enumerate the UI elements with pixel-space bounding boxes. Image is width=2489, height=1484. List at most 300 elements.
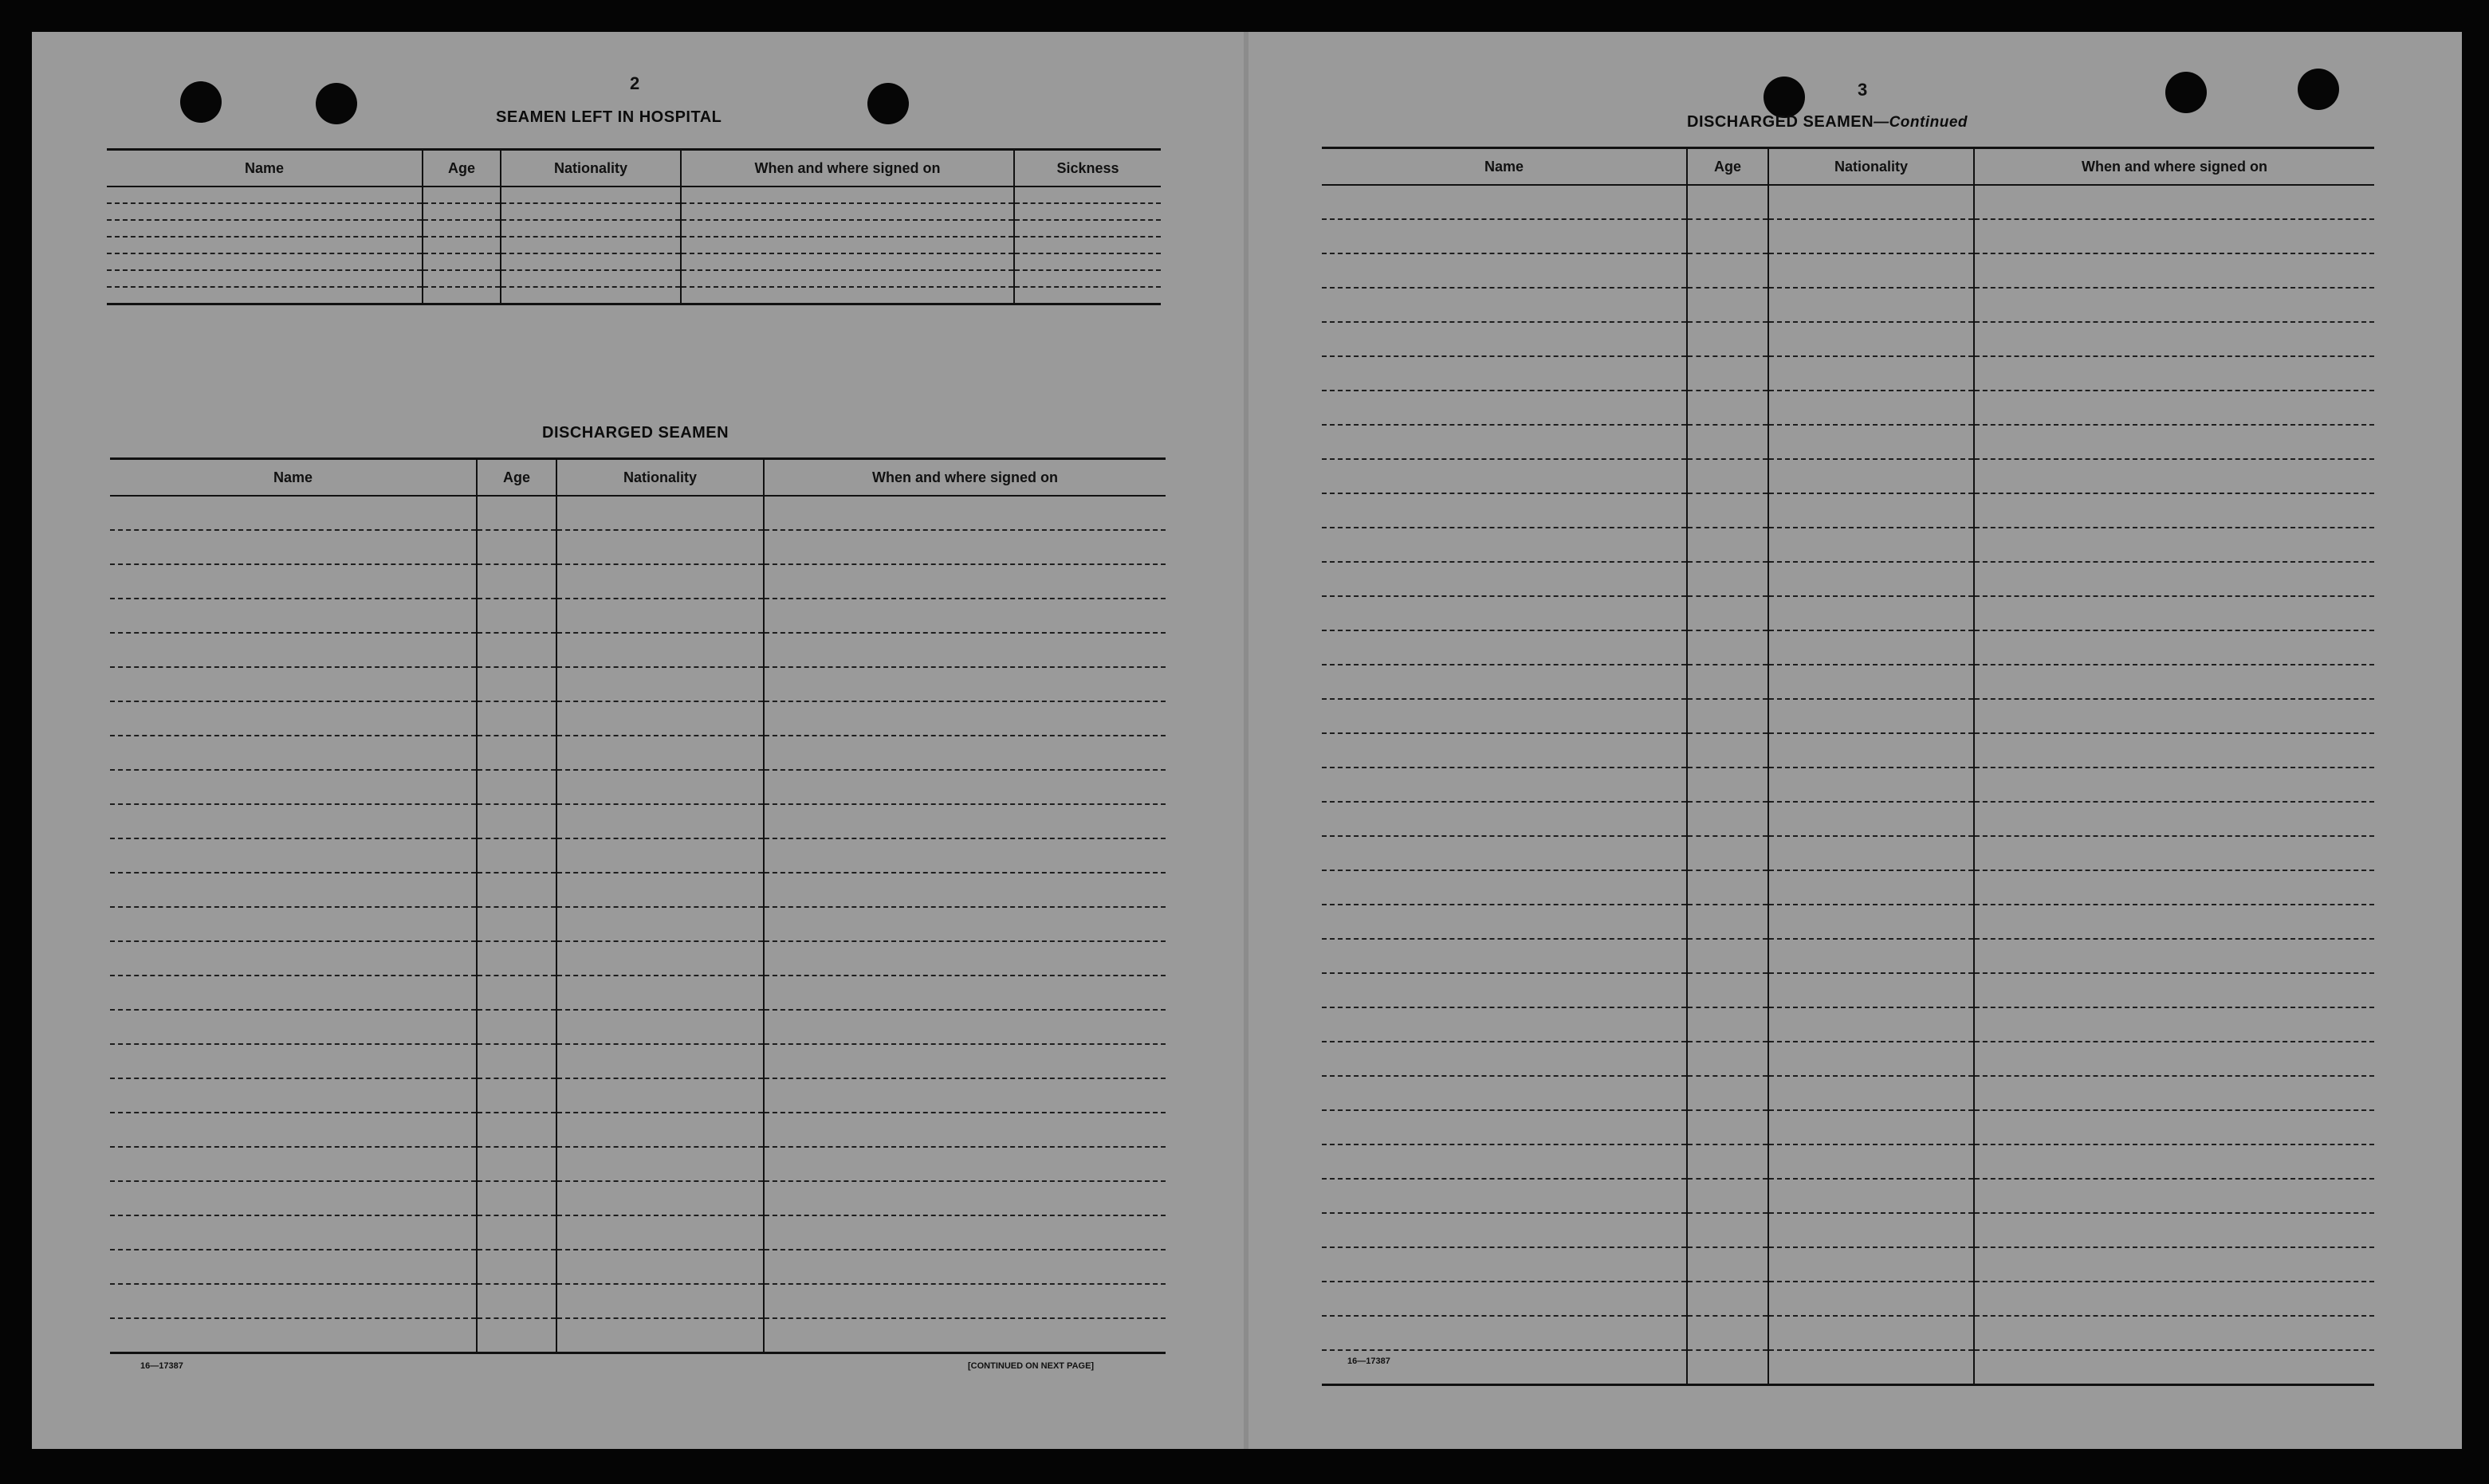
table-cell	[764, 804, 1166, 838]
table-cell	[477, 564, 556, 599]
table-cell	[1768, 1076, 1974, 1110]
table-cell	[107, 270, 423, 287]
table-cell	[423, 220, 501, 237]
table-cell	[1768, 391, 1974, 425]
table-cell	[764, 564, 1166, 599]
page-fold	[1244, 32, 1248, 1449]
punch-hole	[1764, 77, 1805, 118]
table-cell	[1974, 905, 2374, 939]
table-cell	[1974, 253, 2374, 288]
column-header-signed-on: When and where signed on	[764, 459, 1166, 497]
table-cell	[1974, 870, 2374, 905]
table-cell	[1768, 1110, 1974, 1144]
table-row	[110, 1181, 1166, 1215]
table-cell	[1974, 665, 2374, 699]
table-cell	[1768, 1213, 1974, 1247]
table-cell	[1974, 973, 2374, 1007]
table-cell	[1974, 836, 2374, 870]
table-cell	[1687, 939, 1768, 973]
table-cell	[110, 701, 477, 736]
table-cell	[764, 941, 1166, 976]
table-cell	[1687, 185, 1768, 219]
table-cell	[107, 237, 423, 253]
table-row	[1322, 802, 2374, 836]
table-row	[1322, 219, 2374, 253]
table-cell	[1687, 596, 1768, 630]
continued-note: [CONTINUED ON NEXT PAGE]	[968, 1361, 1095, 1371]
table-cell	[764, 976, 1166, 1010]
table-row	[110, 564, 1166, 599]
table-cell	[1687, 905, 1768, 939]
table-cell	[556, 701, 764, 736]
table-cell	[477, 1113, 556, 1147]
table-cell	[1974, 1316, 2374, 1350]
discharged-section-title: DISCHARGED SEAMEN	[542, 424, 729, 442]
table-cell	[1974, 802, 2374, 836]
table-cell	[1974, 939, 2374, 973]
table-cell	[1768, 733, 1974, 768]
table-cell	[477, 1010, 556, 1044]
table-cell	[1974, 562, 2374, 596]
table-cell	[110, 1284, 477, 1318]
table-row	[110, 599, 1166, 633]
table-cell	[764, 1284, 1166, 1318]
table-cell	[107, 203, 423, 220]
table-cell	[1974, 699, 2374, 733]
table-cell	[1768, 562, 1974, 596]
table-cell	[477, 907, 556, 941]
table-cell	[423, 270, 501, 287]
form-code: 16—17387	[1347, 1356, 1390, 1366]
discharged-header-row	[110, 459, 1166, 497]
table-cell	[477, 941, 556, 976]
table-row	[110, 1284, 1166, 1318]
table-cell	[1687, 699, 1768, 733]
table-cell	[1687, 1316, 1768, 1350]
table-row	[1322, 836, 2374, 870]
table-row	[1322, 870, 2374, 905]
table-cell	[1322, 562, 1687, 596]
table-cell	[477, 838, 556, 873]
table-cell	[477, 1284, 556, 1318]
table-cell	[556, 736, 764, 770]
page-number: 2	[630, 73, 640, 93]
column-header-name: Name	[1322, 148, 1687, 186]
table-cell	[501, 237, 681, 253]
table-cell	[556, 1318, 764, 1353]
table-cell	[1768, 1282, 1974, 1316]
table-cell	[1974, 596, 2374, 630]
table-cell	[764, 701, 1166, 736]
table-cell	[477, 1215, 556, 1250]
discharged-table-left	[110, 457, 1166, 1354]
table-row	[107, 186, 1161, 203]
table-cell	[1322, 1144, 1687, 1179]
table-cell	[477, 530, 556, 564]
table-row	[1322, 1247, 2374, 1282]
hospital-table	[107, 148, 1161, 305]
table-cell	[110, 941, 477, 976]
table-row	[1322, 1144, 2374, 1179]
table-cell	[556, 907, 764, 941]
table-cell	[1687, 733, 1768, 768]
table-row	[110, 1078, 1166, 1113]
table-cell	[423, 203, 501, 220]
table-cell	[556, 1181, 764, 1215]
table-cell	[1974, 733, 2374, 768]
table-cell	[1687, 253, 1768, 288]
table-cell	[110, 770, 477, 804]
table-row	[1322, 733, 2374, 768]
table-cell	[1687, 288, 1768, 322]
table-row	[110, 1044, 1166, 1078]
table-row	[1322, 459, 2374, 493]
column-header-signed-on: When and where signed on	[681, 150, 1014, 187]
table-cell	[477, 736, 556, 770]
table-cell	[1687, 1247, 1768, 1282]
table-row	[1322, 1042, 2374, 1076]
table-cell	[110, 736, 477, 770]
table-row	[110, 530, 1166, 564]
table-row	[110, 496, 1166, 530]
table-cell	[764, 1010, 1166, 1044]
table-cell	[1014, 287, 1161, 304]
table-cell	[1768, 870, 1974, 905]
table-cell	[1974, 391, 2374, 425]
punch-hole	[180, 81, 222, 123]
table-cell	[764, 1044, 1166, 1078]
table-cell	[764, 770, 1166, 804]
table-row	[1322, 322, 2374, 356]
table-cell	[1768, 836, 1974, 870]
table-cell	[556, 941, 764, 976]
table-cell	[1322, 665, 1687, 699]
table-row	[1322, 939, 2374, 973]
table-cell	[110, 873, 477, 907]
column-header-name: Name	[110, 459, 477, 497]
table-row	[1322, 665, 2374, 699]
table-row	[1322, 562, 2374, 596]
table-cell	[1322, 630, 1687, 665]
table-cell	[110, 633, 477, 667]
discharged-table-right	[1322, 147, 2374, 1386]
table-cell	[501, 203, 681, 220]
table-row	[1322, 1350, 2374, 1385]
table-cell	[477, 770, 556, 804]
table-cell	[1322, 1213, 1687, 1247]
table-cell	[556, 667, 764, 701]
table-cell	[1768, 699, 1974, 733]
table-row	[1322, 253, 2374, 288]
table-cell	[477, 667, 556, 701]
table-cell	[1768, 973, 1974, 1007]
table-cell	[556, 873, 764, 907]
table-cell	[1687, 973, 1768, 1007]
table-cell	[501, 253, 681, 270]
table-cell	[110, 804, 477, 838]
table-cell	[764, 736, 1166, 770]
table-cell	[1687, 528, 1768, 562]
punch-hole	[2165, 72, 2207, 113]
table-cell	[1322, 699, 1687, 733]
table-cell	[423, 186, 501, 203]
table-row	[1322, 973, 2374, 1007]
table-row	[110, 770, 1166, 804]
discharged-title-text: DISCHARGED SEAMEN	[1687, 113, 1874, 131]
table-cell	[1768, 1007, 1974, 1042]
table-cell	[681, 287, 1014, 304]
table-cell	[1322, 973, 1687, 1007]
table-cell	[1974, 185, 2374, 219]
table-row	[110, 941, 1166, 976]
table-cell	[1322, 425, 1687, 459]
table-cell	[1768, 905, 1974, 939]
table-cell	[1322, 596, 1687, 630]
table-cell	[501, 220, 681, 237]
table-cell	[1687, 1350, 1768, 1385]
table-row	[1322, 1007, 2374, 1042]
table-cell	[1768, 1247, 1974, 1282]
table-cell	[1322, 1007, 1687, 1042]
table-row	[1322, 699, 2374, 733]
table-cell	[1322, 493, 1687, 528]
table-cell	[1322, 1076, 1687, 1110]
table-cell	[110, 1250, 477, 1284]
table-row	[107, 237, 1161, 253]
table-cell	[1322, 528, 1687, 562]
table-cell	[1322, 1282, 1687, 1316]
table-cell	[110, 1113, 477, 1147]
table-row	[110, 1215, 1166, 1250]
table-cell	[1768, 493, 1974, 528]
table-cell	[1974, 630, 2374, 665]
table-cell	[477, 804, 556, 838]
table-cell	[477, 496, 556, 530]
table-cell	[110, 838, 477, 873]
table-row	[110, 1250, 1166, 1284]
table-cell	[1687, 630, 1768, 665]
table-cell	[1322, 219, 1687, 253]
table-row	[110, 1318, 1166, 1353]
punch-hole	[867, 83, 909, 124]
table-cell	[477, 976, 556, 1010]
table-cell	[764, 1318, 1166, 1353]
table-cell	[1322, 391, 1687, 425]
table-cell	[556, 1250, 764, 1284]
table-row	[107, 287, 1161, 304]
table-cell	[1768, 253, 1974, 288]
table-row	[107, 270, 1161, 287]
table-cell	[1974, 459, 2374, 493]
discharged-continued-title	[1687, 113, 1968, 132]
table-cell	[1768, 1316, 1974, 1350]
table-cell	[1768, 1179, 1974, 1213]
table-cell	[1687, 219, 1768, 253]
table-row	[1322, 185, 2374, 219]
table-row	[1322, 425, 2374, 459]
page-number: 3	[1858, 80, 1868, 100]
table-cell	[556, 530, 764, 564]
table-cell	[477, 633, 556, 667]
table-cell	[1687, 870, 1768, 905]
table-cell	[556, 770, 764, 804]
table-cell	[681, 237, 1014, 253]
table-cell	[1974, 1282, 2374, 1316]
table-cell	[1974, 1213, 2374, 1247]
table-cell	[1687, 802, 1768, 836]
table-cell	[1687, 1042, 1768, 1076]
table-cell	[477, 599, 556, 633]
table-cell	[110, 564, 477, 599]
table-cell	[1322, 1350, 1687, 1385]
table-cell	[1322, 253, 1687, 288]
table-cell	[556, 804, 764, 838]
table-cell	[1014, 186, 1161, 203]
table-cell	[681, 203, 1014, 220]
table-cell	[556, 599, 764, 633]
table-cell	[1322, 905, 1687, 939]
table-cell	[1322, 356, 1687, 391]
table-cell	[1014, 237, 1161, 253]
table-cell	[1768, 459, 1974, 493]
table-cell	[764, 1181, 1166, 1215]
column-header-nationality: Nationality	[1768, 148, 1974, 186]
table-cell	[477, 1318, 556, 1353]
table-cell	[1768, 356, 1974, 391]
table-cell	[1768, 802, 1974, 836]
table-cell	[556, 1284, 764, 1318]
table-cell	[110, 667, 477, 701]
table-cell	[1974, 493, 2374, 528]
table-cell	[1974, 219, 2374, 253]
column-header-age: Age	[423, 150, 501, 187]
table-cell	[1768, 630, 1974, 665]
table-cell	[556, 1147, 764, 1181]
column-header-nationality: Nationality	[501, 150, 681, 187]
table-cell	[764, 1113, 1166, 1147]
table-cell	[1322, 802, 1687, 836]
table-row	[110, 1113, 1166, 1147]
table-row	[110, 701, 1166, 736]
table-cell	[681, 270, 1014, 287]
table-cell	[1322, 322, 1687, 356]
table-cell	[110, 496, 477, 530]
table-cell	[1974, 356, 2374, 391]
table-row	[1322, 1282, 2374, 1316]
table-cell	[107, 253, 423, 270]
table-cell	[1768, 1042, 1974, 1076]
table-cell	[1974, 425, 2374, 459]
discharged-header-row	[1322, 148, 2374, 186]
hospital-header-row	[107, 150, 1161, 187]
table-cell	[1974, 288, 2374, 322]
table-cell	[110, 530, 477, 564]
table-row	[1322, 391, 2374, 425]
table-row	[1322, 596, 2374, 630]
table-cell	[110, 1181, 477, 1215]
form-code: 16—17387	[140, 1361, 183, 1371]
table-cell	[1322, 1179, 1687, 1213]
table-cell	[477, 1078, 556, 1113]
table-cell	[423, 253, 501, 270]
table-cell	[1974, 1110, 2374, 1144]
table-cell	[1974, 1144, 2374, 1179]
table-cell	[1687, 1007, 1768, 1042]
table-cell	[110, 1215, 477, 1250]
table-cell	[556, 496, 764, 530]
table-cell	[1768, 288, 1974, 322]
table-cell	[764, 1250, 1166, 1284]
table-cell	[764, 667, 1166, 701]
table-cell	[556, 1078, 764, 1113]
table-cell	[1974, 1247, 2374, 1282]
table-cell	[764, 907, 1166, 941]
table-cell	[1322, 939, 1687, 973]
table-cell	[764, 1078, 1166, 1113]
table-row	[1322, 768, 2374, 802]
table-cell	[1687, 459, 1768, 493]
table-cell	[556, 1010, 764, 1044]
table-cell	[1322, 733, 1687, 768]
table-cell	[556, 1113, 764, 1147]
table-cell	[1322, 1316, 1687, 1350]
table-row	[1322, 1213, 2374, 1247]
table-cell	[764, 1147, 1166, 1181]
table-cell	[1322, 459, 1687, 493]
table-cell	[110, 1318, 477, 1353]
table-row	[110, 633, 1166, 667]
table-cell	[556, 633, 764, 667]
table-cell	[1687, 562, 1768, 596]
table-cell	[477, 1147, 556, 1181]
table-cell	[764, 1215, 1166, 1250]
table-cell	[107, 186, 423, 203]
table-cell	[681, 186, 1014, 203]
table-cell	[477, 1250, 556, 1284]
hospital-section-title: SEAMEN LEFT IN HOSPITAL	[496, 108, 722, 126]
column-header-sickness: Sickness	[1014, 150, 1161, 187]
table-cell	[1322, 1042, 1687, 1076]
table-row	[1322, 1076, 2374, 1110]
table-cell	[681, 253, 1014, 270]
table-cell	[1322, 185, 1687, 219]
table-row	[110, 667, 1166, 701]
table-cell	[1322, 1247, 1687, 1282]
table-row	[1322, 1179, 2374, 1213]
table-row	[107, 220, 1161, 237]
table-cell	[1768, 1144, 1974, 1179]
table-cell	[1768, 185, 1974, 219]
table-cell	[1974, 1076, 2374, 1110]
table-cell	[1974, 528, 2374, 562]
table-cell	[1014, 253, 1161, 270]
table-row	[110, 736, 1166, 770]
table-cell	[1687, 425, 1768, 459]
table-cell	[1974, 322, 2374, 356]
table-row	[1322, 630, 2374, 665]
table-cell	[556, 976, 764, 1010]
table-cell	[501, 287, 681, 304]
table-cell	[107, 220, 423, 237]
column-header-age: Age	[477, 459, 556, 497]
table-cell	[1687, 322, 1768, 356]
table-cell	[1687, 1179, 1768, 1213]
table-cell	[764, 530, 1166, 564]
punch-hole	[316, 83, 357, 124]
table-cell	[556, 1215, 764, 1250]
table-cell	[110, 1044, 477, 1078]
table-cell	[477, 701, 556, 736]
